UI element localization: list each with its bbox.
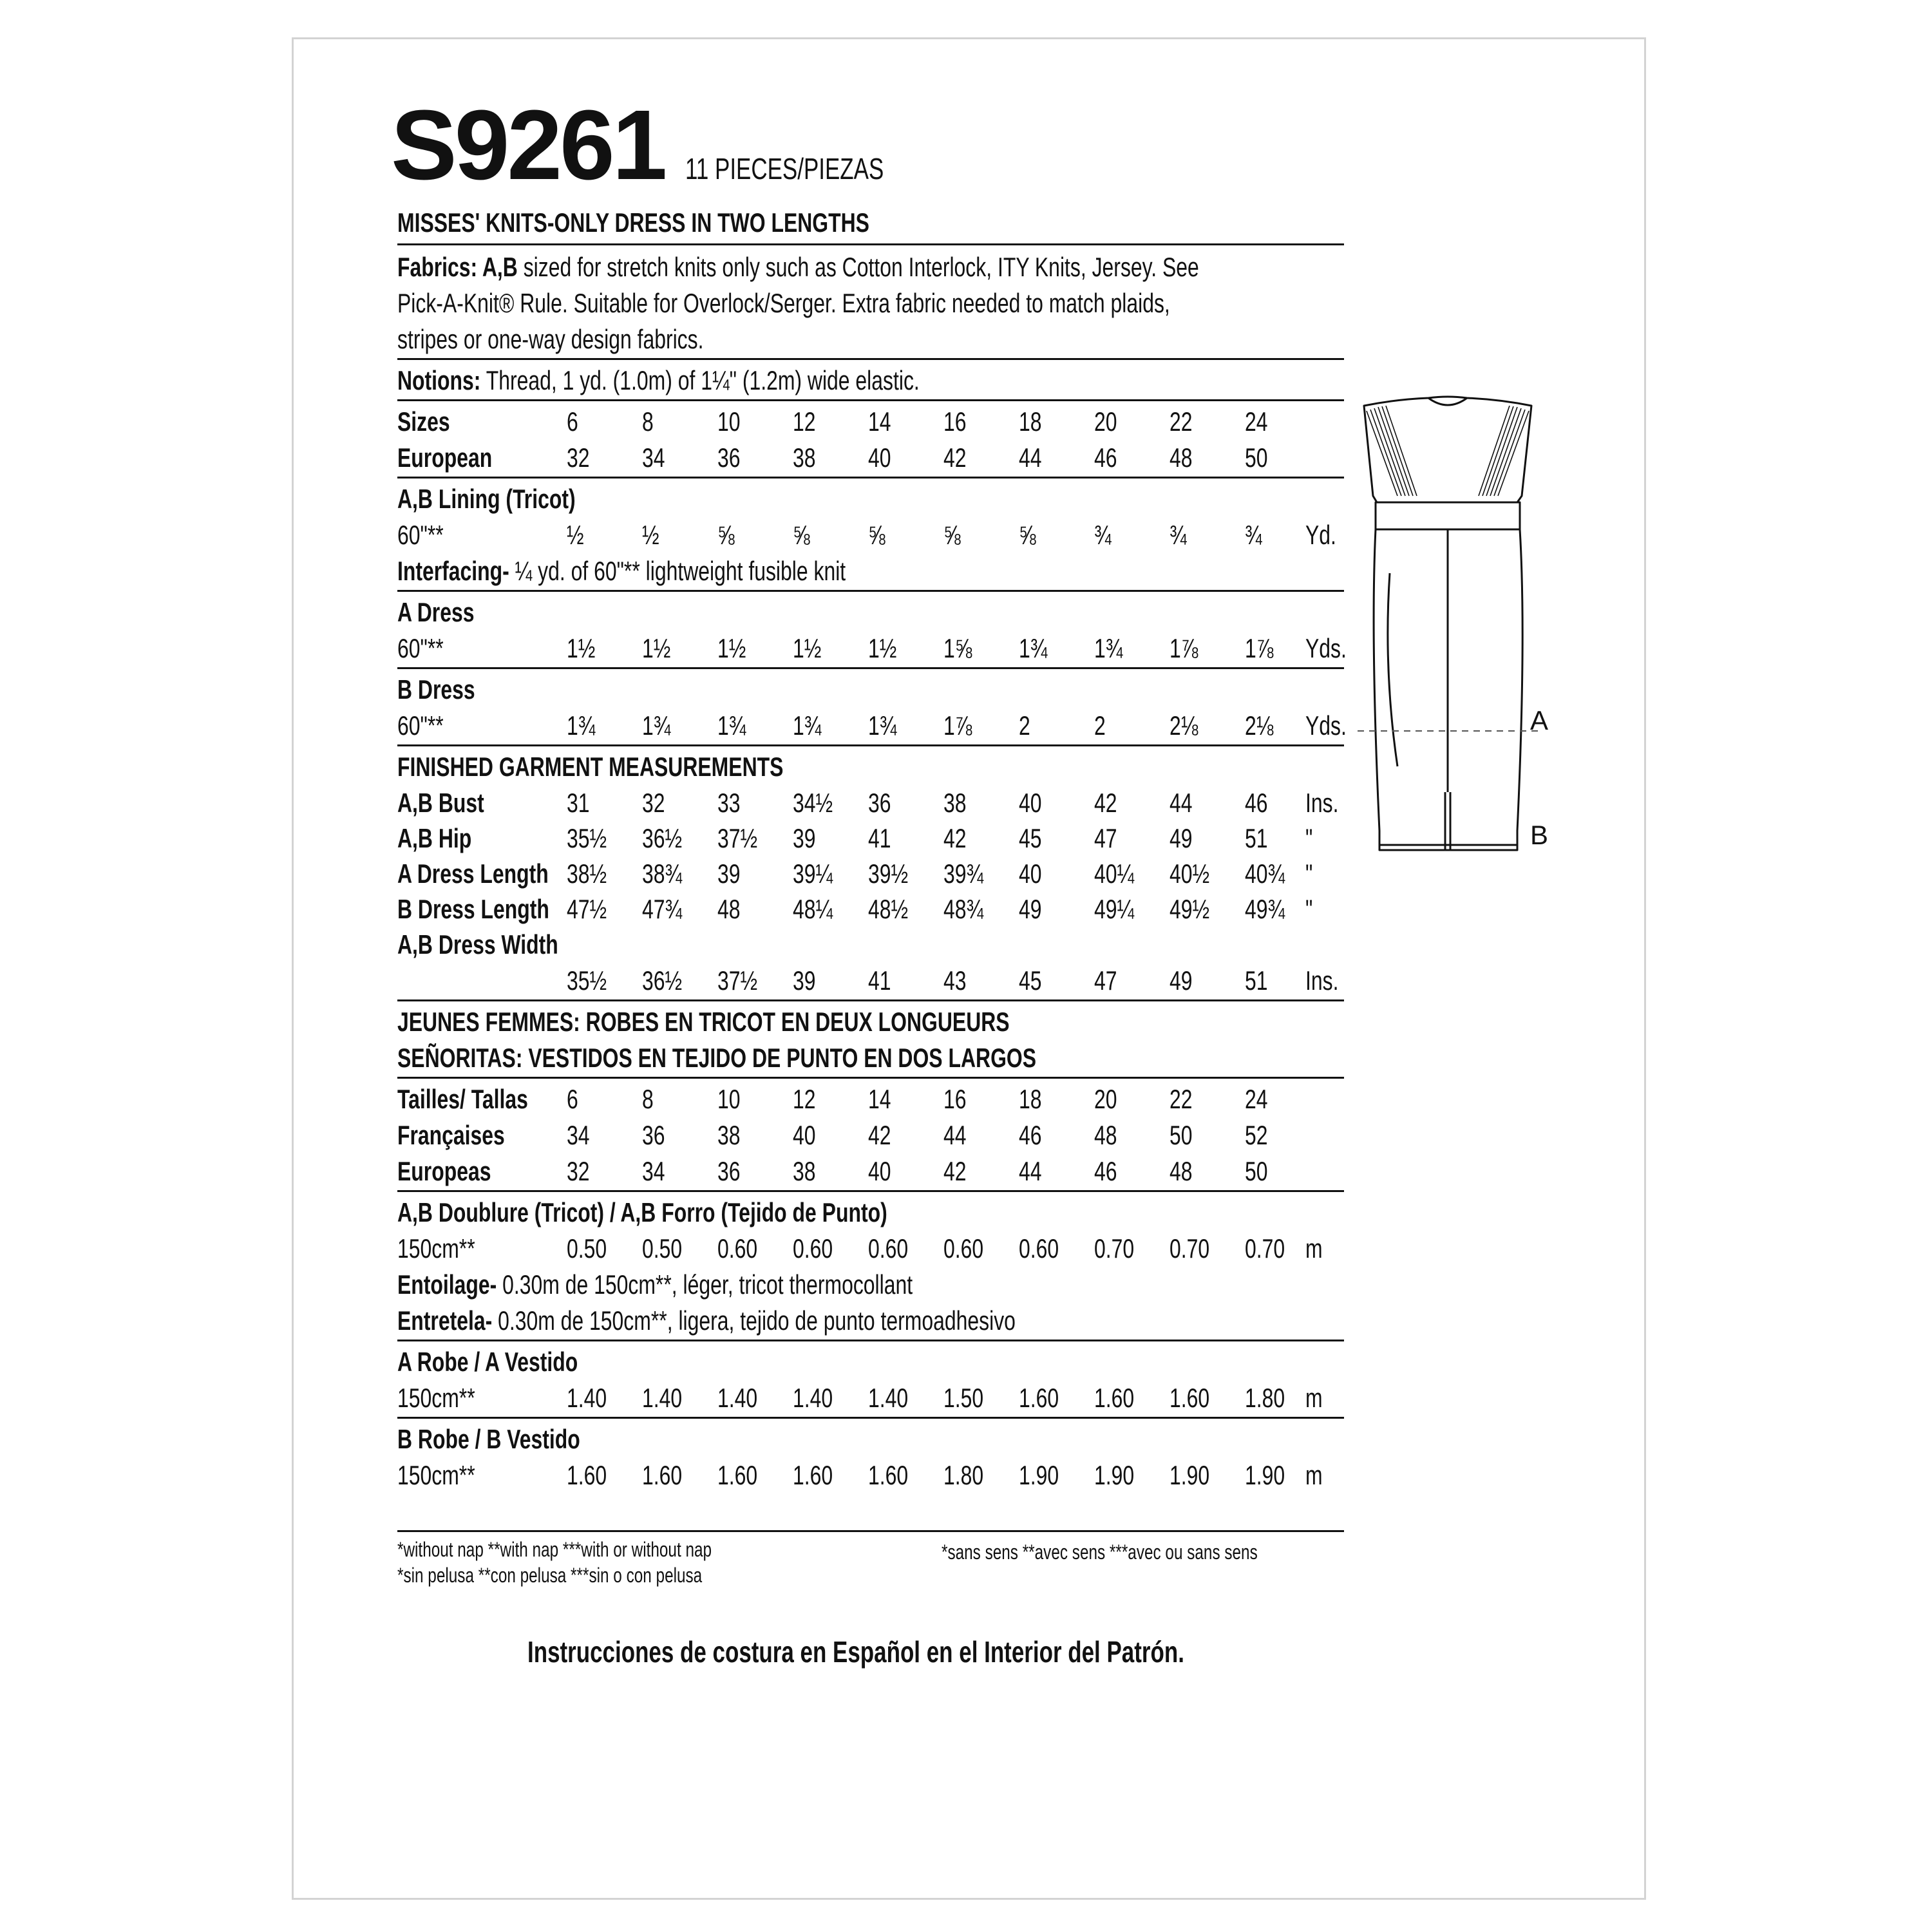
cell-value: 49¾ [1245, 894, 1285, 924]
cell-value: 1¾ [793, 710, 822, 741]
cell-value: 1⅞ [1170, 633, 1198, 663]
cell-value: 20 [1094, 406, 1117, 437]
fr-b-row [397, 1459, 1344, 1492]
cell-value: 36½ [642, 965, 683, 996]
cell-value: 0.50 [567, 1233, 607, 1264]
fr-a-row [397, 1382, 1344, 1414]
spanish-instructions-note: Instrucciones de costura en Español en el Interior del Patrón. [527, 1635, 1184, 1669]
cell-value: 34 [642, 442, 665, 473]
cell-value: 46 [1094, 1156, 1117, 1186]
cell-value: ½ [642, 520, 659, 550]
unit-label: " [1305, 858, 1313, 889]
cell-value: 39 [793, 965, 816, 996]
cell-value: 36 [717, 442, 741, 473]
unit-label: Yds. [1305, 633, 1347, 663]
cell-value: 2⅛ [1245, 710, 1274, 741]
cell-value: 48 [717, 894, 741, 924]
cell-value: ½ [567, 520, 584, 550]
cell-value: 48¾ [943, 894, 984, 924]
unit-label: Yds. [1305, 710, 1347, 741]
row-label: 60"** [397, 710, 444, 741]
cell-value: 36 [717, 1156, 741, 1186]
cell-value: 0.70 [1245, 1233, 1285, 1264]
cell-value: 47 [1094, 965, 1117, 996]
cell-value: 40 [793, 1120, 816, 1150]
cell-value: 1¾ [1094, 633, 1123, 663]
cell-value: 1½ [642, 633, 671, 663]
cell-value: 1.40 [868, 1383, 909, 1413]
unit-label: Ins. [1305, 788, 1339, 818]
cell-value: ⅝ [717, 520, 735, 550]
cell-value: ¾ [1170, 520, 1187, 550]
b-dress-row [397, 710, 1347, 742]
divider [397, 477, 1344, 478]
cell-value: 44 [1019, 442, 1042, 473]
cell-value: 0.60 [943, 1233, 984, 1264]
cell-value: 0.60 [1019, 1233, 1059, 1264]
cell-value: 42 [1094, 788, 1117, 818]
cell-value: 32 [567, 1156, 590, 1186]
cell-value: 48 [1170, 1156, 1193, 1186]
cell-value: 16 [943, 406, 967, 437]
fr-lining-title: A,B Doublure (Tricot) / A,B Forro (Tejido de Punto) [397, 1197, 887, 1227]
divider [397, 999, 1344, 1001]
width-row [397, 965, 1344, 997]
unit-label: m [1305, 1460, 1323, 1490]
cell-value: 1.40 [717, 1383, 758, 1413]
cell-value: 38 [793, 442, 816, 473]
cell-value: 44 [1019, 1156, 1042, 1186]
b-dress-title: B Dress [397, 674, 475, 705]
cell-value: 1.60 [642, 1460, 683, 1490]
cell-value: 39½ [868, 858, 909, 889]
cell-value: 40½ [1170, 858, 1210, 889]
width-title: A,B Dress Width [397, 929, 558, 960]
view-b-label: B [1530, 820, 1549, 850]
cell-value: 22 [1170, 406, 1193, 437]
divider [397, 1530, 1344, 1532]
view-a-label: A [1530, 705, 1549, 735]
lining-title: A,B Lining (Tricot) [397, 484, 576, 514]
cell-value: 12 [793, 406, 816, 437]
divider [397, 1077, 1344, 1079]
divider [397, 1340, 1344, 1341]
dress-sketch [1358, 380, 1538, 869]
divider [397, 358, 1344, 360]
row-label: 60"** [397, 633, 444, 663]
cell-value: 48 [1094, 1120, 1117, 1150]
cell-value: 36½ [642, 823, 683, 853]
footnote-en: *without nap **with nap ***with or without nap [397, 1538, 712, 1561]
cell-value: 40 [868, 442, 891, 473]
cell-value: 49 [1170, 823, 1193, 853]
cell-value: 34 [567, 1120, 590, 1150]
row-label: A,B Bust [397, 788, 484, 818]
cell-value: 38¾ [642, 858, 683, 889]
cell-value: 1.90 [1094, 1460, 1135, 1490]
cell-value: 40 [1019, 788, 1042, 818]
row-label: European [397, 442, 493, 473]
cell-value: 40 [868, 1156, 891, 1186]
unit-label: m [1305, 1383, 1323, 1413]
cell-value: 1.60 [793, 1460, 833, 1490]
cell-value: 1.60 [717, 1460, 758, 1490]
cell-value: 1⅝ [943, 633, 972, 663]
cell-value: 38 [793, 1156, 816, 1186]
entretela-line: Entretela- 0.30m de 150cm**, ligera, tejido de punto termoadhesivo [397, 1305, 1016, 1336]
cell-value: 40 [1019, 858, 1042, 889]
cell-value: 1.90 [1170, 1460, 1210, 1490]
row-label: 150cm** [397, 1383, 475, 1413]
cell-value: ⅝ [793, 520, 810, 550]
cell-value: 24 [1245, 406, 1268, 437]
cell-value: 37½ [717, 823, 758, 853]
cell-value: 45 [1019, 823, 1042, 853]
cell-value: 24 [1245, 1084, 1268, 1114]
fr-a-title: A Robe / A Vestido [397, 1347, 578, 1377]
cell-value: 0.50 [642, 1233, 683, 1264]
cell-value: 50 [1245, 442, 1268, 473]
cell-value: 10 [717, 1084, 741, 1114]
unit-label: " [1305, 823, 1313, 853]
cell-value: 39¼ [793, 858, 833, 889]
unit-label: m [1305, 1233, 1323, 1264]
cell-value: 44 [943, 1120, 967, 1150]
cell-value: 47½ [567, 894, 607, 924]
cell-value: 36 [642, 1120, 665, 1150]
cell-value: 39 [717, 858, 741, 889]
a-length-row [397, 858, 1344, 890]
cell-value: 0.60 [717, 1233, 758, 1264]
cell-value: 48¼ [793, 894, 833, 924]
cell-value: ¾ [1245, 520, 1262, 550]
row-label: A,B Hip [397, 823, 472, 853]
row-label: Europeas [397, 1156, 491, 1186]
cell-value: 8 [642, 406, 654, 437]
cell-value: 1.90 [1019, 1460, 1059, 1490]
cell-value: 31 [567, 788, 590, 818]
cell-value: 34½ [793, 788, 833, 818]
cell-value: 1.60 [567, 1460, 607, 1490]
tailles-row [397, 1083, 1344, 1115]
divider [397, 1417, 1344, 1419]
lining-row [397, 519, 1344, 551]
cell-value: 1.60 [868, 1460, 909, 1490]
europeas-row [397, 1155, 1344, 1188]
row-label: A Dress Length [397, 858, 549, 889]
cell-value: 18 [1019, 1084, 1042, 1114]
cell-value: 0.70 [1094, 1233, 1135, 1264]
cell-value: 43 [943, 965, 967, 996]
cell-value: ¾ [1094, 520, 1112, 550]
row-label: Tailles/ Tallas [397, 1084, 528, 1114]
footnote-es: *sin pelusa **con pelusa ***sin o con pelusa [397, 1564, 703, 1587]
cell-value: 35½ [567, 823, 607, 853]
cell-value: ⅝ [1019, 520, 1036, 550]
cell-value: 1⅞ [943, 710, 972, 741]
cell-value: 42 [868, 1120, 891, 1150]
cell-value: ⅝ [868, 520, 886, 550]
row-label: 60"** [397, 520, 444, 550]
divider [397, 667, 1344, 669]
b-length-row [397, 893, 1344, 925]
cell-value: 49 [1019, 894, 1042, 924]
cell-value: 46 [1019, 1120, 1042, 1150]
a-dress-row [397, 632, 1347, 665]
divider [397, 590, 1344, 592]
cell-value: 38½ [567, 858, 607, 889]
cell-value: 32 [567, 442, 590, 473]
divider [397, 399, 1344, 401]
cell-value: 1.60 [1094, 1383, 1135, 1413]
row-label: B Dress Length [397, 894, 549, 924]
cell-value: 18 [1019, 406, 1042, 437]
cell-value: 1.40 [642, 1383, 683, 1413]
cell-value: 51 [1245, 823, 1268, 853]
cell-value: 36 [868, 788, 891, 818]
cell-value: 42 [943, 1156, 967, 1186]
cell-value: 1.60 [1019, 1383, 1059, 1413]
cell-value: 38 [717, 1120, 741, 1150]
bust-row [397, 787, 1344, 819]
cell-value: 0.60 [793, 1233, 833, 1264]
european-row [397, 442, 1344, 474]
divider [397, 1190, 1344, 1192]
francaises-row [397, 1119, 1344, 1151]
row-label: 150cm** [397, 1460, 475, 1490]
cell-value: 2 [1019, 710, 1030, 741]
cell-value: 47¾ [642, 894, 683, 924]
cell-value: 48½ [868, 894, 909, 924]
cell-value: 1¾ [868, 710, 897, 741]
fr-lining-row [397, 1233, 1344, 1265]
hip-row [397, 822, 1344, 855]
cell-value: 41 [868, 965, 891, 996]
cell-value: 0.60 [868, 1233, 909, 1264]
cell-value: 1⅞ [1245, 633, 1274, 663]
cell-value: 20 [1094, 1084, 1117, 1114]
cell-value: 32 [642, 788, 665, 818]
cell-value: 38 [943, 788, 967, 818]
unit-label: Ins. [1305, 965, 1339, 996]
cell-value: 1.80 [943, 1460, 984, 1490]
cell-value: 14 [868, 1084, 891, 1114]
cell-value: 1.80 [1245, 1383, 1285, 1413]
cell-value: 39 [793, 823, 816, 853]
cell-value: 44 [1170, 788, 1193, 818]
cell-value: 46 [1094, 442, 1117, 473]
cell-value: 10 [717, 406, 741, 437]
cell-value: 39¾ [943, 858, 984, 889]
cell-value: 1.90 [1245, 1460, 1285, 1490]
cell-value: 42 [943, 442, 967, 473]
cell-value: 1½ [793, 633, 822, 663]
cell-value: 40¾ [1245, 858, 1285, 889]
cell-value: 49½ [1170, 894, 1210, 924]
cell-value: 48 [1170, 442, 1193, 473]
measurements-title: FINISHED GARMENT MEASUREMENTS [397, 752, 784, 782]
cell-value: 8 [642, 1084, 654, 1114]
row-label: 150cm** [397, 1233, 475, 1264]
cell-value: 1½ [868, 633, 897, 663]
entoilage-line: Entoilage- 0.30m de 150cm**, léger, tricot thermocollant [397, 1269, 913, 1300]
cell-value: 2⅛ [1170, 710, 1198, 741]
cell-value: 1½ [717, 633, 746, 663]
cell-value: 49¼ [1094, 894, 1135, 924]
cell-value: 1.40 [793, 1383, 833, 1413]
cell-value: 34 [642, 1156, 665, 1186]
cell-value: 52 [1245, 1120, 1268, 1150]
footnote-fr: *sans sens **avec sens ***avec ou sans sens [942, 1540, 1258, 1564]
row-label: Françaises [397, 1120, 505, 1150]
fr-title: JEUNES FEMMES: ROBES EN TRICOT EN DEUX LONGUEURS [397, 1007, 1010, 1037]
cell-value: 42 [943, 823, 967, 853]
fabrics-line-3: stripes or one-way design fabrics. [397, 324, 704, 354]
header [391, 90, 1344, 200]
cell-value: 1½ [567, 633, 596, 663]
sizes-row [397, 406, 1344, 438]
divider [397, 744, 1344, 746]
unit-label: Yd. [1305, 520, 1336, 550]
cell-value: 1.50 [943, 1383, 984, 1413]
fr-b-title: B Robe / B Vestido [397, 1424, 580, 1454]
cell-value: 1.40 [567, 1383, 607, 1413]
cell-value: 12 [793, 1084, 816, 1114]
notions-line: Notions: Thread, 1 yd. (1.0m) of 1¼" (1.2m) wide elastic. [397, 365, 920, 395]
cell-value: 35½ [567, 965, 607, 996]
interfacing-line: Interfacing- ¼ yd. of 60"** lightweight fusible knit [397, 556, 846, 586]
cell-value: 41 [868, 823, 891, 853]
es-title: SEÑORITAS: VESTIDOS EN TEJIDO DE PUNTO EN DOS LARGOS [397, 1043, 1037, 1073]
cell-value: 50 [1170, 1120, 1193, 1150]
cell-value: 6 [567, 406, 578, 437]
cell-value: 50 [1245, 1156, 1268, 1186]
a-dress-title: A Dress [397, 597, 475, 627]
cell-value: 47 [1094, 823, 1117, 853]
fabrics-line-1: Fabrics: A,B sized for stretch knits only such as Cotton Interlock, ITY Knits, Jersey. See [397, 252, 1199, 282]
cell-value: 1¾ [567, 710, 596, 741]
pattern-title: MISSES' KNITS-ONLY DRESS IN TWO LENGTHS [397, 207, 869, 238]
cell-value: ⅝ [943, 520, 961, 550]
cell-value: 0.70 [1170, 1233, 1210, 1264]
cell-value: 2 [1094, 710, 1106, 741]
pattern-number: S9261 [391, 90, 665, 200]
cell-value: 33 [717, 788, 741, 818]
cell-value: 46 [1245, 788, 1268, 818]
cell-value: 6 [567, 1084, 578, 1114]
cell-value: 49 [1170, 965, 1193, 996]
cell-value: 14 [868, 406, 891, 437]
divider [397, 243, 1344, 245]
cell-value: 22 [1170, 1084, 1193, 1114]
unit-label: " [1305, 894, 1313, 924]
cell-value: 37½ [717, 965, 758, 996]
cell-value: 45 [1019, 965, 1042, 996]
cell-value: 1.60 [1170, 1383, 1210, 1413]
cell-value: 1¾ [1019, 633, 1048, 663]
cell-value: 1¾ [642, 710, 671, 741]
cell-value: 16 [943, 1084, 967, 1114]
cell-value: 40¼ [1094, 858, 1135, 889]
cell-value: 1¾ [717, 710, 746, 741]
row-label: Sizes [397, 406, 450, 437]
pieces-count: 11 PIECES/PIEZAS [685, 152, 884, 185]
cell-value: 51 [1245, 965, 1268, 996]
fabrics-line-2: Pick-A-Knit® Rule. Suitable for Overlock/Serger. Extra fabric needed to match plaids, [397, 288, 1170, 318]
